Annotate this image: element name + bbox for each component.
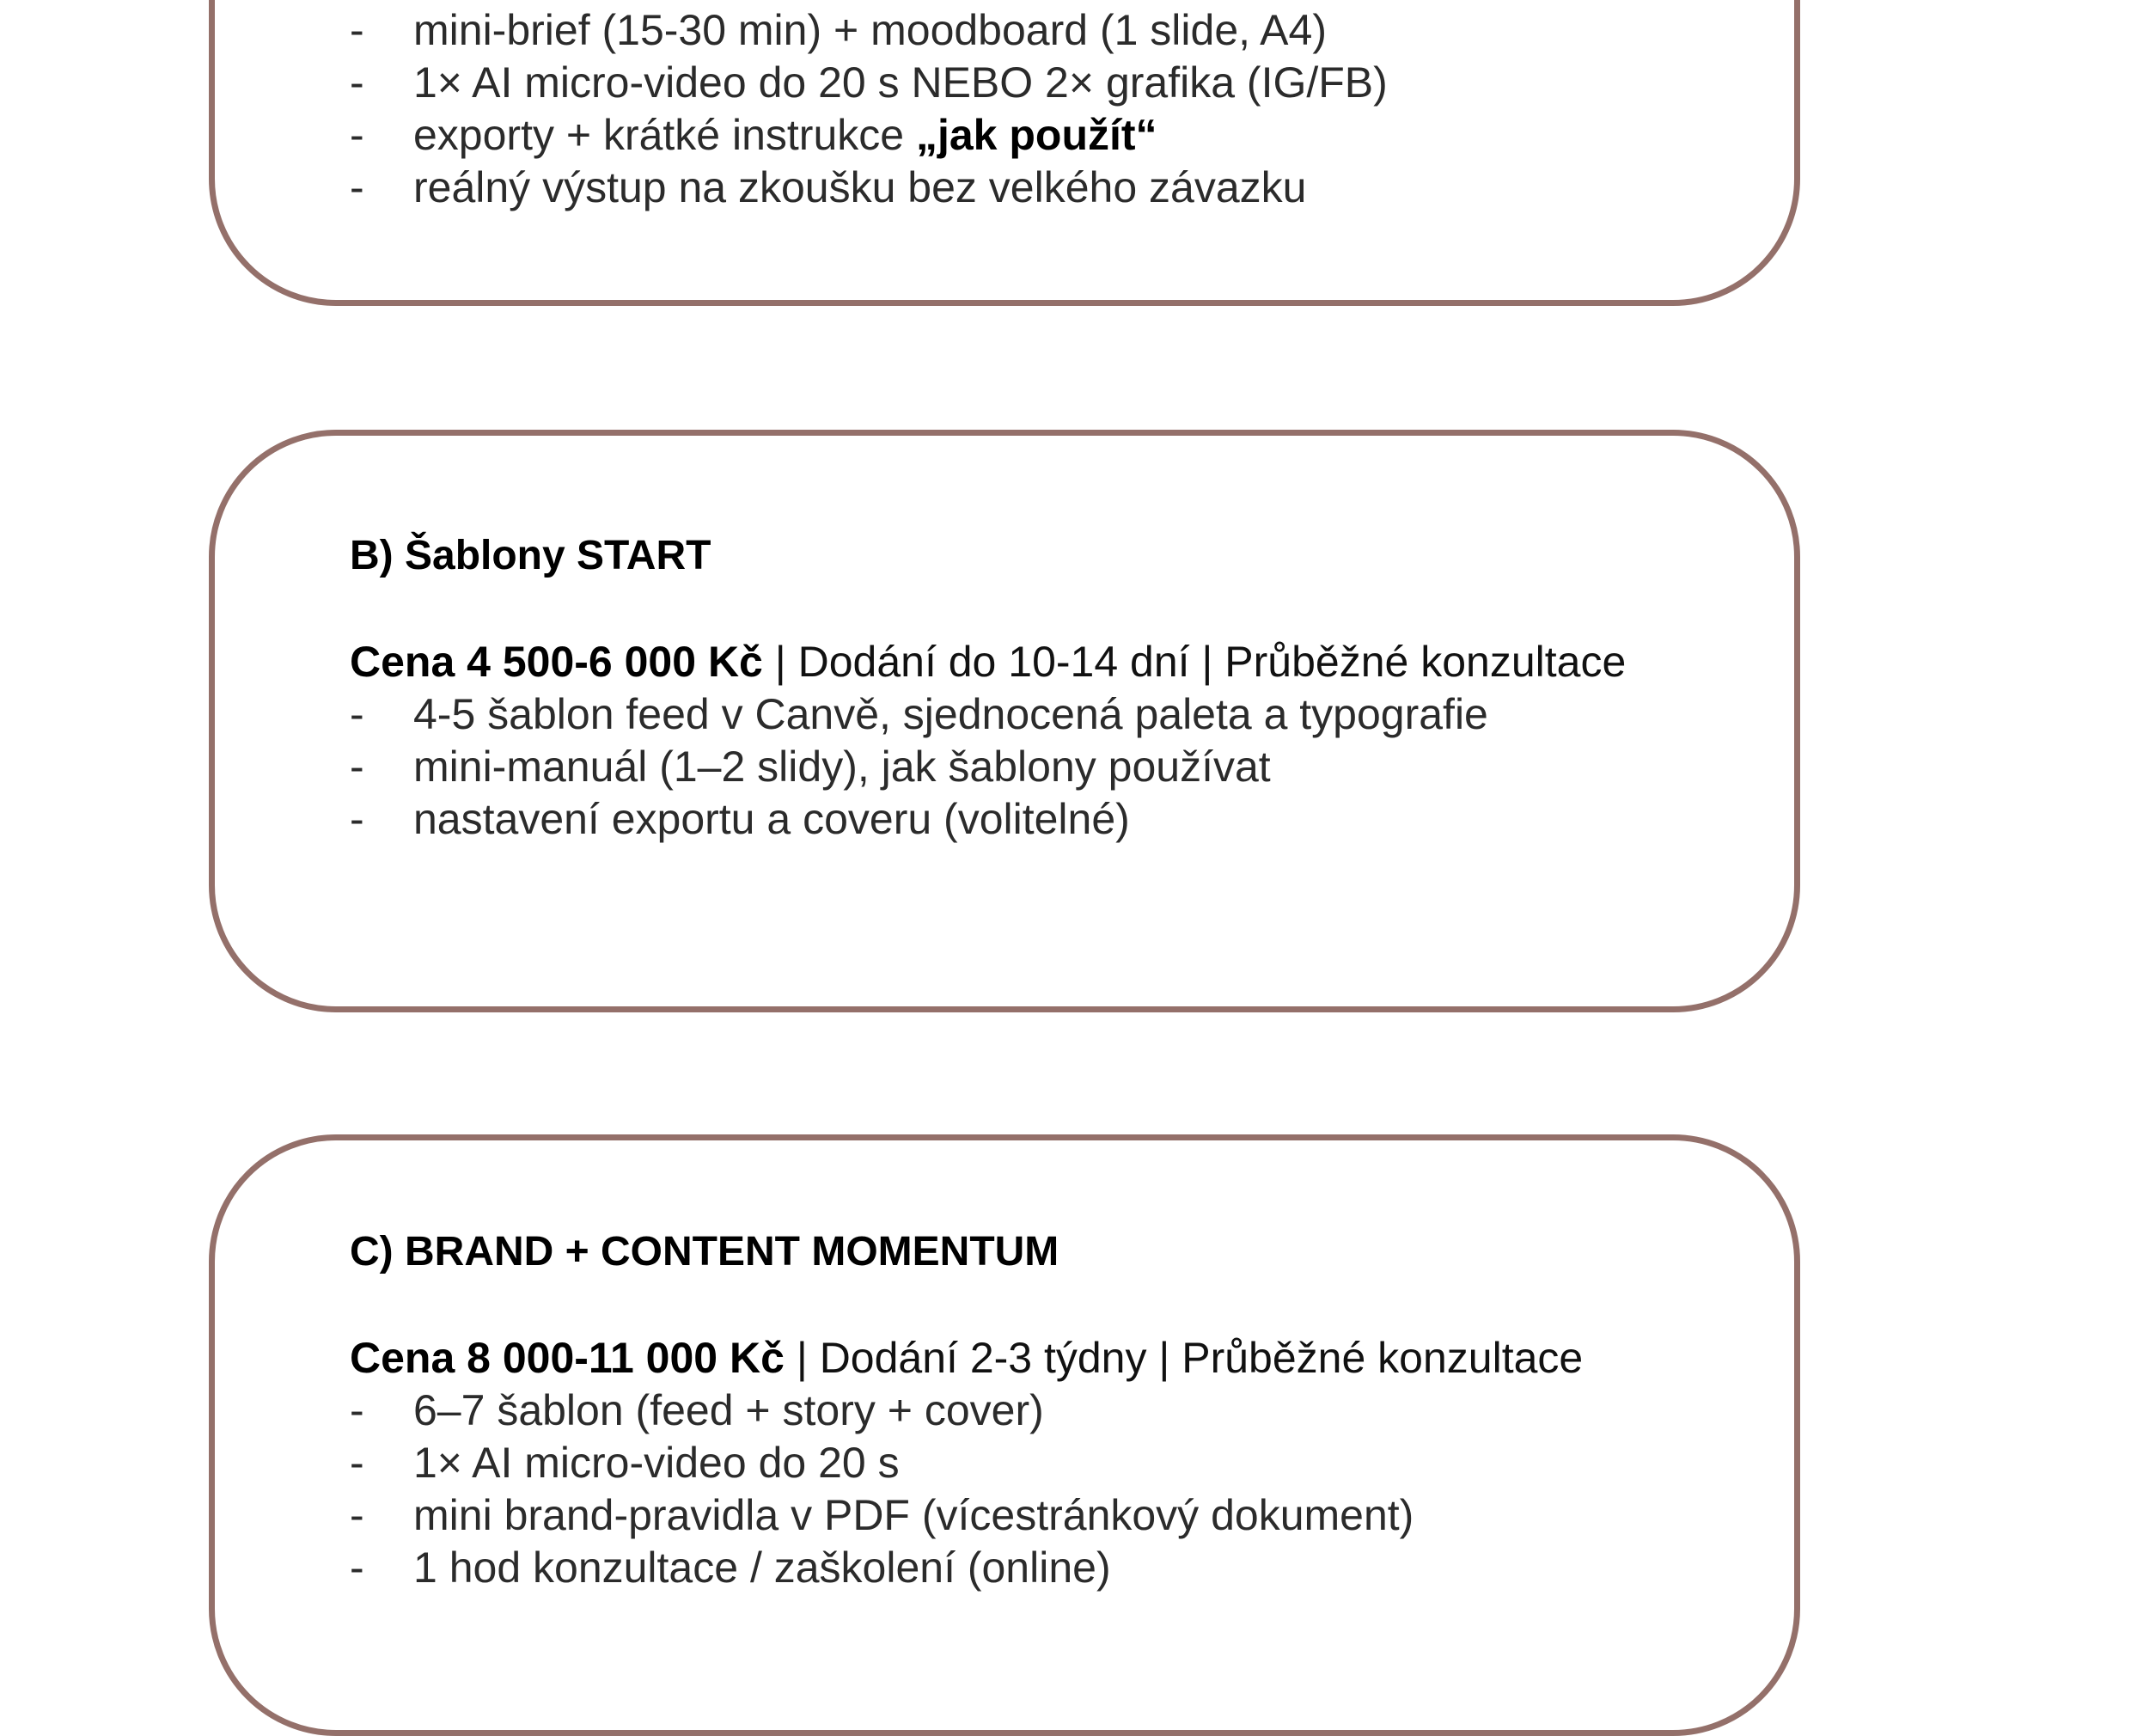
bullet-dash: -	[350, 1543, 364, 1592]
list-item-text: mini-brief (15-30 min) + moodboard (1 slide, A4)	[413, 6, 1327, 54]
card-b-content	[350, 530, 1691, 846]
list-item-text: nastavení exportu a coveru (volitelné)	[413, 795, 1130, 843]
card-c-content	[350, 1226, 1691, 1594]
card-b-title: B) Šablony START	[350, 533, 711, 578]
card-a-items	[350, 4, 1691, 214]
list-item	[350, 793, 1691, 846]
card-c-meta	[350, 1331, 1691, 1385]
package-card-c	[209, 1134, 1800, 1736]
list-item-text: exporty + krátké instrukce	[413, 111, 916, 159]
bullet-dash: -	[350, 1491, 364, 1539]
list-item	[350, 162, 1691, 214]
list-item	[350, 1542, 1691, 1594]
list-item-emphasis: „jak použít“	[915, 111, 1157, 159]
card-c-items	[350, 1385, 1691, 1594]
list-item-text: 1× AI micro-video do 20 s NEBO 2× grafika (IG/FB)	[413, 58, 1388, 107]
bullet-dash: -	[350, 111, 364, 159]
list-item	[350, 688, 1691, 741]
list-item-text: 1 hod konzultace / zaškolení (online)	[413, 1543, 1111, 1592]
card-b-meta	[350, 635, 1691, 688]
bullet-dash: -	[350, 1386, 364, 1434]
bullet-dash: -	[350, 743, 364, 791]
list-item-text: mini-manuál (1–2 slidy), jak šablony používat	[413, 743, 1271, 791]
list-item	[350, 1385, 1691, 1437]
list-item	[350, 57, 1691, 109]
bullet-dash: -	[350, 795, 364, 843]
card-b-price: Cena 4 500-6 000 Kč	[350, 638, 763, 686]
card-b-meta-details: | Dodání do 10-14 dní | Průběžné konzultace	[762, 638, 1627, 686]
list-item-text: reálný výstup na zkoušku bez velkého závazku	[413, 163, 1307, 211]
list-item-text: mini brand-pravidla v PDF (vícestránkový dokument)	[413, 1491, 1414, 1539]
bullet-dash: -	[350, 690, 364, 738]
card-c-meta-details: | Dodání 2-3 týdny | Průběžné konzultace	[784, 1334, 1584, 1382]
list-item	[350, 4, 1691, 57]
bullet-dash: -	[350, 163, 364, 211]
list-item-text: 4-5 šablon feed v Canvě, sjednocená paleta a typografie	[413, 690, 1488, 738]
card-c-price: Cena 8 000-11 000 Kč	[350, 1334, 785, 1382]
list-item-text: 6–7 šablon (feed + story + cover)	[413, 1386, 1044, 1434]
list-item	[350, 741, 1691, 793]
bullet-dash: -	[350, 6, 364, 54]
bullet-dash: -	[350, 1439, 364, 1487]
list-item	[350, 1437, 1691, 1489]
card-c-title: C) BRAND + CONTENT MOMENTUM	[350, 1229, 1059, 1274]
list-item	[350, 1489, 1691, 1542]
package-card-b	[209, 430, 1800, 1012]
bullet-dash: -	[350, 58, 364, 107]
card-a-content	[350, 4, 1691, 214]
list-item-text: 1× AI micro-video do 20 s	[413, 1439, 900, 1487]
card-b-items	[350, 688, 1691, 846]
package-card-a	[209, 0, 1800, 306]
list-item	[350, 109, 1691, 162]
